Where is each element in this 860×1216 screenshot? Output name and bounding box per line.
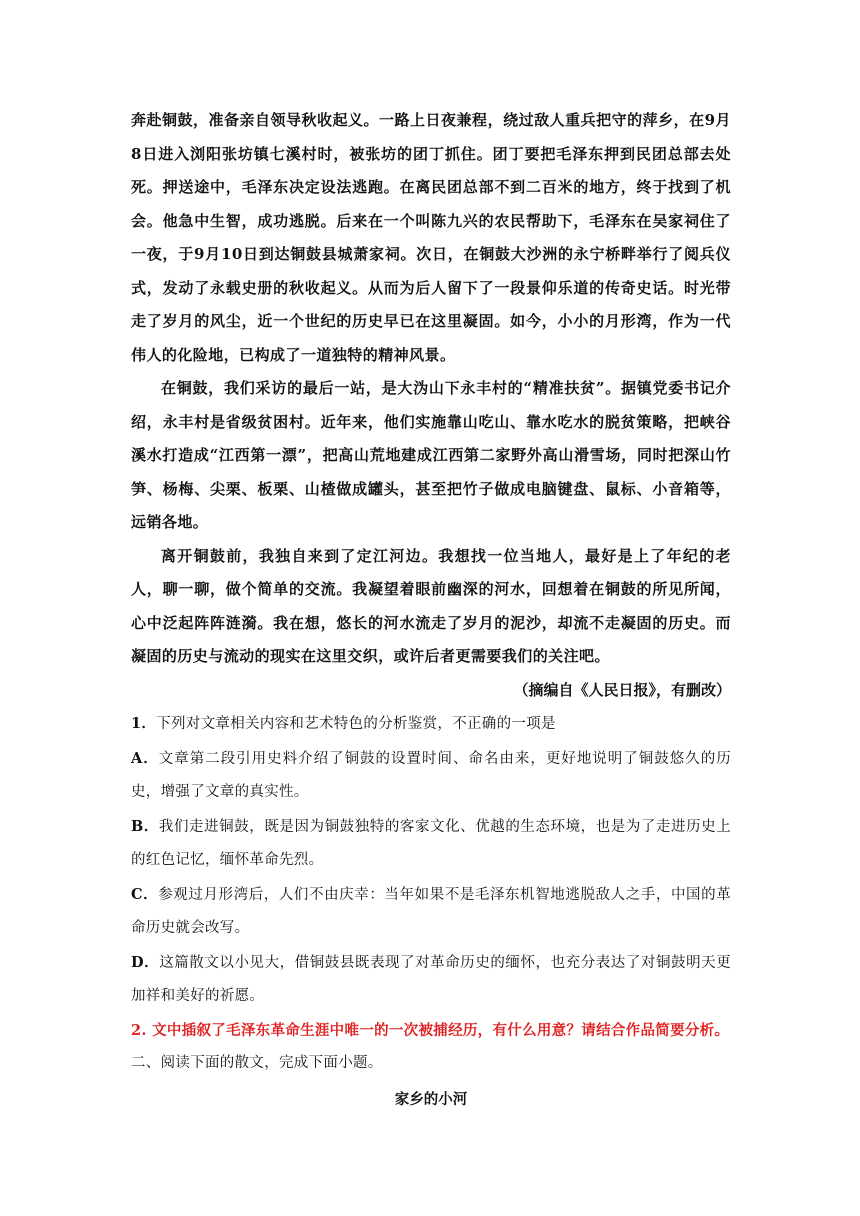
article-paragraph-1: 奔赴铜鼓，准备亲自领导秋收起义。一路上日夜兼程，绕过敌人重兵把守的萍乡，在9月8日进入浏阳张坊镇七溪村时，被张坊的团丁抓住。团丁要把毛泽东押到民团总部去处死。押送途中，毛泽东决定设法逃跑。在离民团总部不到二百米的地方，终于找到了机会。他急中生智，成功逃脱。后来在一个叫陈九兴的农民帮助下，毛泽东在吴家祠住了一夜，于9月10日到达铜鼓县城萧家祠。次日，在铜鼓大沙洲的永宁桥畔举行了阅兵仪式，发动了永载史册的秋收起义。从而为后人留下了一段景仰乐道的传奇史话。时光带走了岁月的风尘，近一个世纪的历史早已在这里凝固。如今，小小的月形湾，作为一代伟人的化险地，已构成了一道独特的精神风景。 [131, 111, 731, 364]
article-source: （摘编自《人民日报》，有删改） [513, 680, 731, 699]
option-d-text: 这篇散文以小见大，借铜鼓县既表现了对革命历史的缅怀，也充分表达了对铜鼓明天更加祥和美好的祈愿。 [131, 954, 731, 1004]
option-c-text: 参观过月形湾后，人们不由庆幸：当年如果不是毛泽东机智地逃脱敌人之手，中国的革命历史就会改写。 [131, 886, 731, 936]
option-a-label: A． [131, 749, 159, 767]
option-a-text: 文章第二段引用史料介绍了铜鼓的设置时间、命名由来，更好地说明了铜鼓悠久的历史，增强了文章的真实性。 [131, 750, 731, 800]
document-page [131, 104, 731, 1115]
option-a [131, 742, 731, 810]
option-b-label: B． [131, 817, 159, 835]
option-c-label: C． [131, 885, 159, 903]
option-b-text: 我们走进铜鼓，既是因为铜鼓独特的客家文化、优越的生态环境，也是为了走进历史上的红色记忆，缅怀革命先烈。 [131, 818, 731, 868]
option-d-label: D． [131, 953, 160, 971]
option-b [131, 810, 731, 878]
question-1 [131, 707, 731, 742]
option-d [131, 946, 731, 1014]
section-2-heading: 二、阅读下面的散文，完成下面小题。 [131, 1055, 383, 1071]
question-1-stem: 下列对文章相关内容和艺术特色的分析鉴赏，不正确的一项是 [156, 716, 556, 732]
question-2: 2. 文中插叙了毛泽东革命生涯中唯一的一次被捕经历，有什么用意？请结合作品简要分析。 [131, 1021, 730, 1039]
article-paragraph-2: 在铜鼓，我们采访的最后一站，是大沩山下永丰村的“精准扶贫”。据镇党委书记介绍，永丰村是省级贫困村。近年来，他们实施靠山吃山、靠水吃水的脱贫策略，把峡谷溪水打造成“江西第一漂”，把高山荒地建成江西第二家野外高山滑雪场，同时把深山竹笋、杨梅、尖栗、板栗、山楂做成罐头，甚至把竹子做成电脑键盘、鼠标、小音箱等，远销各地。 [131, 379, 731, 531]
question-1-number: 1． [131, 715, 157, 732]
option-c [131, 878, 731, 946]
next-article-title: 家乡的小河 [394, 1090, 468, 1108]
article-paragraph-3: 离开铜鼓前，我独自来到了定江河边。我想找一位当地人，最好是上了年纪的老人，聊一聊，做个简单的交流。我凝望着眼前幽深的河水，回想着在铜鼓的所见所闻，心中泛起阵阵涟漪。我在想，悠长的河水流走了岁月的泥沙，却流不走凝固的历史。而凝固的历史与流动的现实在这里交织，或许后者更需要我们的关注吧。 [131, 546, 731, 665]
